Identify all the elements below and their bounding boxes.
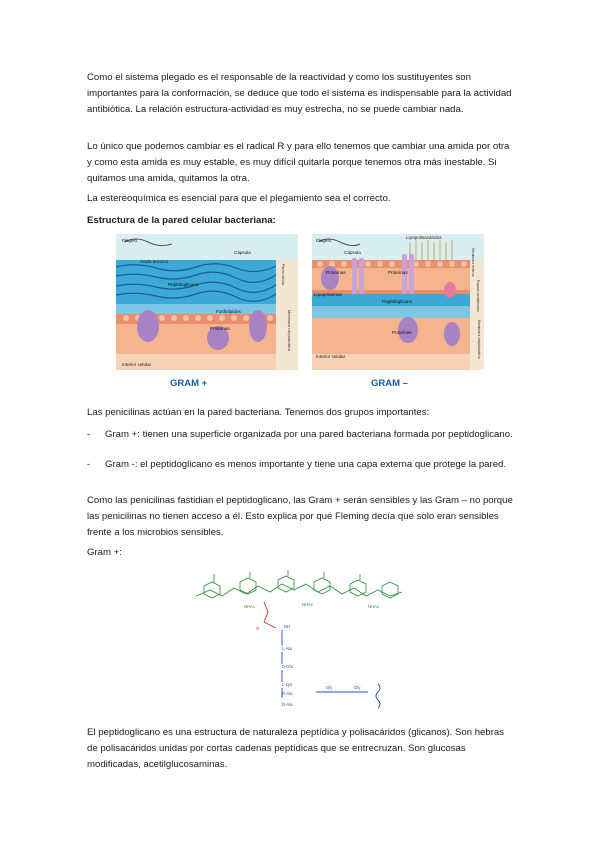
nh-label: NH — [284, 624, 291, 629]
label-acido-teicoico: Ácido teicoico — [140, 259, 169, 264]
gram-negative-diagram — [312, 234, 484, 370]
label-flagelo-neg: Flagelo — [316, 238, 332, 243]
label-flagelo: Flagelo — [122, 238, 138, 243]
paragraph-penicilinas: Las penicilinas actúan en la pared bacteriana. Tenemos dos grupos importantes: — [87, 407, 430, 418]
label-espacio-periplasmico: Espacio periplásmico — [476, 280, 480, 313]
label-lipoproteinas: Lipoproteínas — [314, 292, 342, 297]
aa-l-ala: L-Ala — [282, 646, 292, 651]
gram-positive-diagram — [116, 234, 298, 370]
paragraph-peptidoglicano: El peptidoglicano es una estructura de naturaleza peptídica y polisacáridos (glicanos). Son hebras de polisacáridos unidas por cortas cadenas peptídicas que se entrecruzan. Son glucosas modificadas, acetilglucosaminas. — [87, 727, 505, 770]
nhac-label-1: NHAc — [244, 604, 255, 609]
label-interior-celular-neg: Interior celular — [316, 354, 346, 359]
bullet-gram-positive: Gram +: tienen una superficie organizada por una pared bacteriana formada por peptidoglicano. — [105, 429, 513, 440]
bullet-gram-negative: Gram -: el peptidoglicano es menos importante y tiene una capa externa que protege la pared. — [105, 459, 507, 470]
caption-gram-positive: GRAM + — [170, 378, 208, 389]
nhac-label-2: NHAc — [302, 602, 313, 607]
label-membrana-citoplasmatica: Membrana citoplasmática — [287, 310, 291, 351]
label-interior-celular: Interior celular — [122, 362, 152, 367]
section-heading: Estructura de la pared celular bacteriana: — [87, 215, 276, 226]
label-lipopolisacaridos: Lipopolisacáridos — [406, 235, 442, 240]
nhac-label-3: NHAc — [368, 604, 379, 609]
label-proteinas-top: Proteínas — [326, 270, 346, 275]
label-peptidoglicano: Peptidoglicano — [168, 282, 199, 287]
aa-d-glu: D-Glu — [282, 664, 293, 669]
aa-l-lys: L-Lys — [282, 682, 293, 687]
gram-positive-label: Gram +: — [87, 547, 122, 558]
label-proteinas-mid: Proteínas — [388, 270, 408, 275]
peptidoglycan-structure-diagram — [190, 568, 410, 716]
label-fosfolipidos: Fosfolípidos — [216, 309, 241, 314]
label-proteinas: Proteínas — [210, 326, 230, 331]
aa-d-ala-1: D-Ala — [282, 691, 293, 696]
paragraph-estereoquimica: La estereoquímica es esencial para que el plegamiento sea el correcto. — [87, 193, 391, 204]
label-capsula: Cápsula — [234, 250, 251, 255]
paragraph-radical-r: Lo único que podemos cambiar es el radical R y para ello tenemos que cambiar una amida por otra y como esta amida es muy estable, es muy difícil quitarla porque tenemos otra más inestable. Si quitamos una amida, quitamos la otra. — [87, 141, 510, 184]
label-membrana-citoplasmatica-neg: Membrana citoplasmática — [477, 320, 481, 359]
bridge-gly-2: Gly — [354, 685, 361, 690]
label-peptidoglicano-neg: Peptidoglicano — [382, 299, 413, 304]
aa-d-ala-2: D-Ala — [282, 702, 293, 707]
paragraph-fleming: Como las penicilinas fastidian el peptidoglicano, las Gram + serán sensibles y las Gram – no porque las penicilinas no tienen acceso a él. Esto explica por qué Fleming decía que solo eran sensibles frente a los microbios sensibles. — [87, 495, 513, 538]
label-proteinas-neg: Proteínas — [392, 330, 412, 335]
label-membrana-externa: Membrana externa — [471, 248, 475, 277]
caption-gram-negative: GRAM – — [371, 378, 408, 389]
label-pared-celular: Pared celular — [281, 264, 285, 286]
document-page: Como el sistema plegado es el responsable de la reactividad y como los sustituyentes son importantes para la conformación, se deduce que todo el sistema es indispensable para la actividad antibiótica. La relación estructura-actividad es muy estrecha, no se puede cambiar nada. Lo único que podemos cambiar es el radical R y para ello tenemos que cambiar una amida por otra y como esta amida es muy estable, es muy difícil quitarla porque tenemos otra más inestable. Si quitamos una amida, quitamos la otra. La estereoquímica es esencial para que el plegamiento sea el correcto. Estructura de la pared celular bacteriana: Flagelo Ácido teicoico Cápsula Peptidoglicano Fosfolípidos Proteínas Interior celular Pared celular Membrana citoplasmática GRAM + Flagelo Lipopolisacáridos Cápsula Proteínas Proteínas Lipoproteínas Peptidoglicano Proteínas Interior celular Membrana externa Espacio periplásmico Membrana citoplasmática GRAM – Las penicilinas actúan en la pared bacteriana. Tenemos dos grupos importantes: - Gram +: tienen una superficie organizada por una pared bacteriana formada por peptidoglicano. - Gram -: el peptidoglicano es menos importante y tiene una capa externa que protege la pared. Como las penicilinas fastidian el peptidoglicano, las Gram + serán sensibles y las Gram – no porque las penicilinas no tienen acceso a él. Esto explica por qué Fleming decía que solo eran sensibles frente a los microbios sensibles. Gram +: NHAc NHAc NHAc O NH L-Ala D-Glu L-Lys D-Ala D-Ala Gly Gly El peptidoglicano es una estructura de naturaleza peptídica y polisacáridos (glicanos). Son hebras de polisacáridos unidas por cortas cadenas peptídicas que se entrecruzan. Son glucosas modificadas, acetilglucosaminas. — [0, 0, 600, 848]
bridge-gly-1: Gly — [326, 685, 333, 690]
svg-text:O: O — [256, 626, 260, 631]
label-capsula-neg: Cápsula — [344, 250, 361, 255]
paragraph-plegado: Como el sistema plegado es el responsable de la reactividad y como los sustituyentes son importantes para la conformación, se deduce que todo el sistema es indispensable para la actividad antibiótica. La relación estructura-actividad es muy estrecha, no se puede cambiar nada. — [87, 72, 512, 115]
